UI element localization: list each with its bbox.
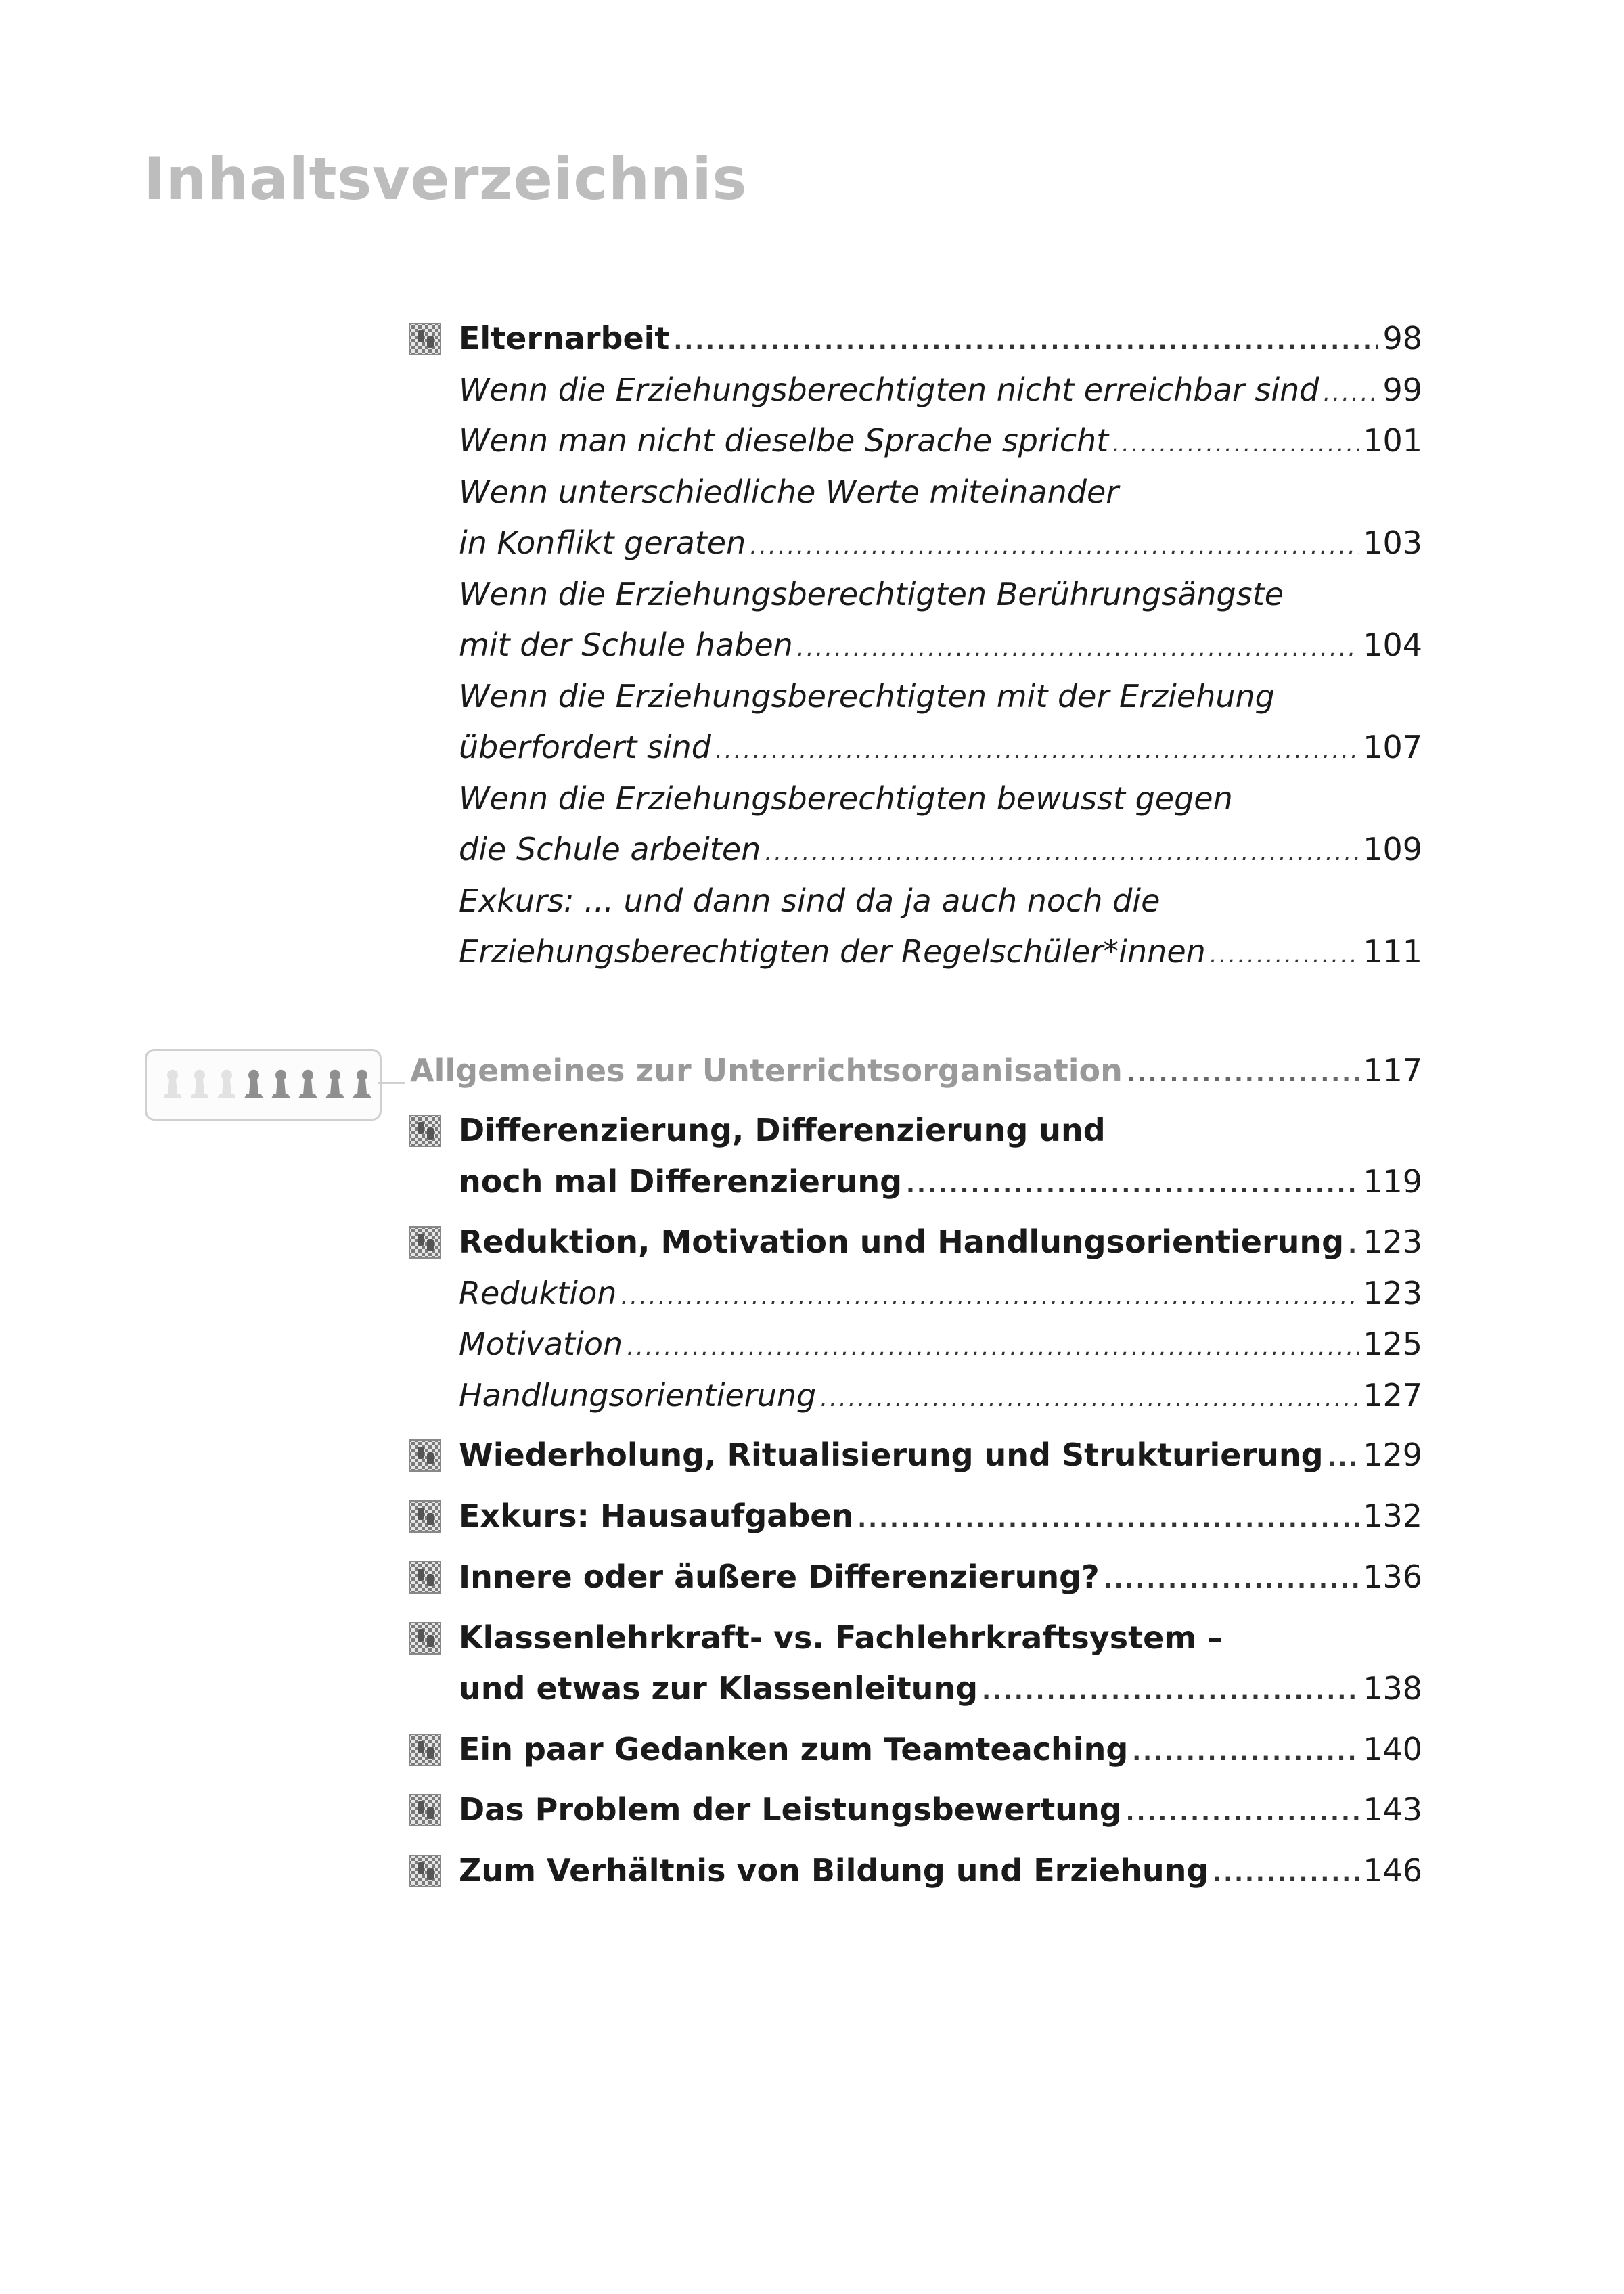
toc-entry-bildung-erziehung[interactable]: Zum Verhältnis von Bildung und Erziehung ..... 146 xyxy=(459,1850,1422,1891)
toc-entry-wiederholung[interactable]: Wiederholung, Ritualisierung und Strukturierung ..... 129 xyxy=(459,1435,1422,1475)
chessboard-icon xyxy=(408,1225,442,1259)
toc-subentry-motivation[interactable]: Motivation ..... 125 xyxy=(459,1324,1422,1364)
toc-subentry[interactable]: Wenn die Erziehungsberechtigten nicht erreichbar sind ..... 99 xyxy=(459,369,1422,410)
toc-subentry[interactable]: die Schule arbeiten ..... 109 xyxy=(459,829,1422,870)
toc-subentry[interactable]: überfordert sind ..... 107 xyxy=(459,727,1422,767)
toc-subentry-handlungsorientierung[interactable]: Handlungsorientierung ..... 127 xyxy=(459,1375,1422,1416)
chessboard-icon xyxy=(408,1793,442,1827)
section-connector xyxy=(378,1082,405,1084)
toc-entry-differenzierung[interactable]: noch mal Differenzierung ..... 119 xyxy=(459,1161,1422,1202)
toc-entry-teamteaching[interactable]: Ein paar Gedanken zum Teamteaching ..... 140 xyxy=(459,1729,1422,1770)
chessboard-icon xyxy=(408,1560,442,1594)
toc-subentry[interactable]: Wenn man nicht dieselbe Sprache spricht ..... 101 xyxy=(459,420,1422,461)
chessboard-icon xyxy=(408,1733,442,1767)
toc-subentry-line1: Exkurs: ... und dann sind da ja auch noch die xyxy=(459,882,1160,919)
chessboard-icon xyxy=(408,1114,442,1148)
toc-entry-innere-aeussere[interactable]: Innere oder äußere Differenzierung? ..... 136 xyxy=(459,1556,1422,1597)
toc-entry-klassenlehrkraft[interactable]: und etwas zur Klassenleitung ..... 138 xyxy=(459,1668,1422,1709)
toc-subentry[interactable]: mit der Schule haben ..... 104 xyxy=(459,625,1422,665)
toc-subentry[interactable]: in Konflikt geraten ..... 103 xyxy=(459,522,1422,563)
chessboard-icon xyxy=(408,1854,442,1888)
toc-subentry[interactable]: Erziehungsberechtigten der Regelschüler*innen ..... 111 xyxy=(459,931,1422,972)
toc-entry-line1: Klassenlehrkraft- vs. Fachlehrkraftsystem – xyxy=(459,1619,1223,1656)
toc-entry-leistungsbewertung[interactable]: Das Problem der Leistungsbewertung ..... 143 xyxy=(459,1789,1422,1830)
pawn-row-icon xyxy=(145,1049,382,1121)
toc-subentry-reduktion[interactable]: Reduktion ..... 123 xyxy=(459,1273,1422,1313)
toc-entry-elternarbeit[interactable]: Elternarbeit ..... 98 xyxy=(459,318,1422,359)
toc-subentry-line1: Wenn unterschiedliche Werte miteinander xyxy=(459,474,1119,510)
chessboard-icon xyxy=(408,1500,442,1533)
chessboard-icon xyxy=(408,1621,442,1655)
chessboard-icon xyxy=(408,1439,442,1472)
toc-entry-line1: Differenzierung, Differenzierung und xyxy=(459,1112,1106,1148)
page-title: Inhaltsverzeichnis xyxy=(143,145,748,213)
toc-entry-hausaufgaben[interactable]: Exkurs: Hausaufgaben ..... 132 xyxy=(459,1495,1422,1536)
toc-section-unterrichtsorganisation[interactable]: Allgemeines zur Unterrichtsorganisation ..... 117 xyxy=(410,1050,1422,1091)
toc-subentry-line1: Wenn die Erziehungsberechtigten mit der Erziehung xyxy=(459,678,1275,715)
chessboard-icon xyxy=(408,322,442,356)
toc-subentry-line1: Wenn die Erziehungsberechtigten bewusst gegen xyxy=(459,780,1233,817)
toc-subentry-line1: Wenn die Erziehungsberechtigten Berührungsängste xyxy=(459,576,1284,612)
toc-entry-reduktion-motivation[interactable]: Reduktion, Motivation und Handlungsorientierung ..... 123 xyxy=(459,1221,1422,1262)
